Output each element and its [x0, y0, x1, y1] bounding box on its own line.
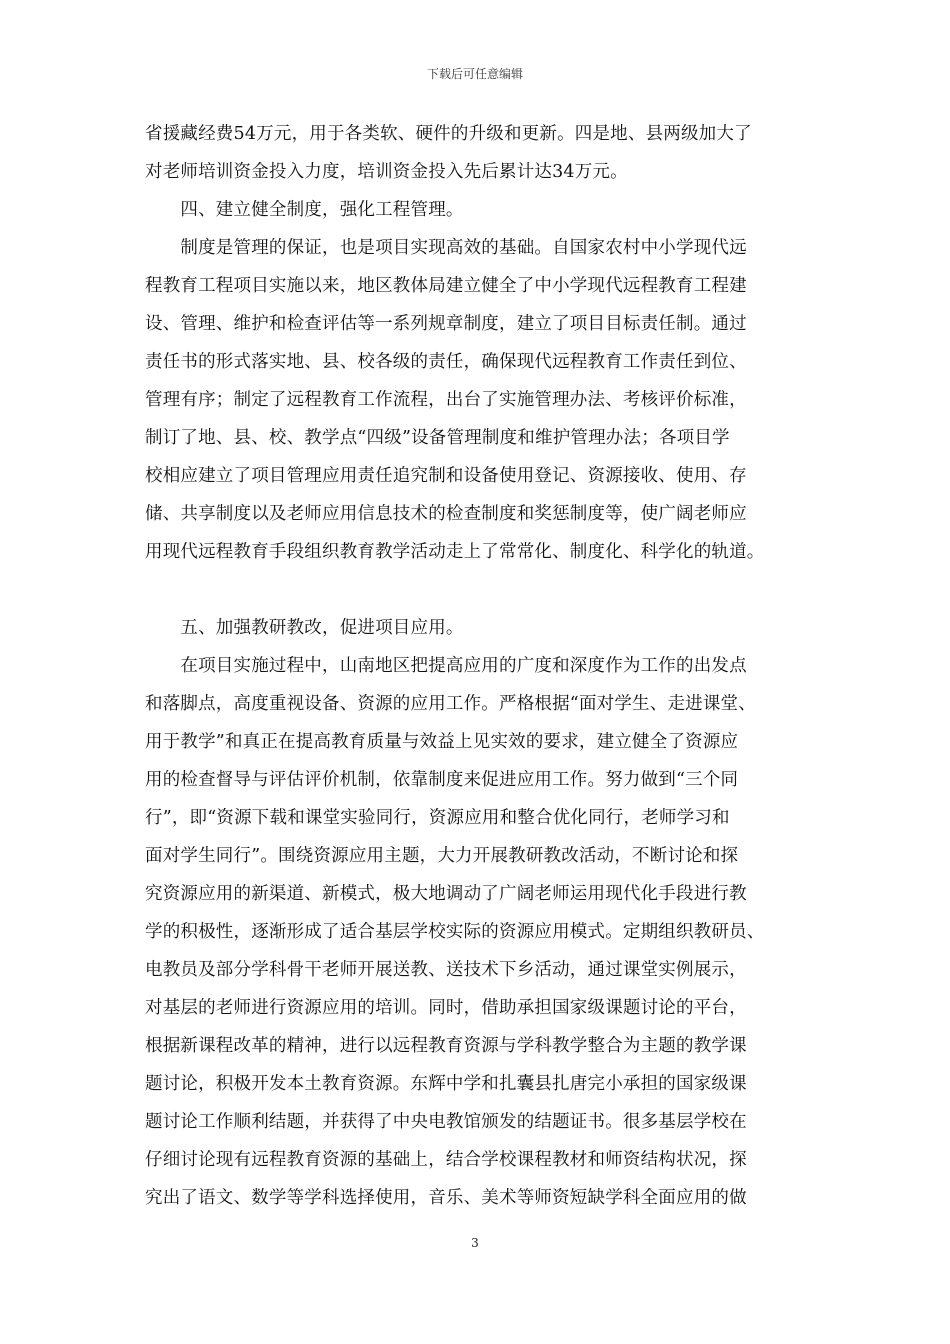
text-line: 制订了地、县、校、教学点“四级”设备管理制度和维护管理办法；各项目学	[145, 428, 730, 448]
text-line: 责任书的形式落实地、县、校各级的责任，确保现代远程教育工作责任到位、	[145, 352, 747, 372]
text-line: 省援藏经费54万元，用于各类软、硬件的升级和更新。四是地、县两级加大了	[145, 124, 752, 144]
text-line: 电教员及部分学科骨干老师开展送教、送技术下乡活动，通过课堂实例展示，	[145, 960, 747, 980]
text-line: 在项目实施过程中，山南地区把提高应用的广度和深度作为工作的出发点	[145, 656, 747, 676]
text-line: 面对学生同行”。围绕资源应用主题，大力开展教研教改活动，不断讨论和探	[145, 846, 739, 866]
text-line: 对老师培训资金投入力度，培训资金投入先后累计达34万元。	[145, 162, 628, 182]
text-line: 五、加强教研教改，促进项目应用。	[145, 618, 464, 638]
text-line: 管理有序；制定了远程教育工作流程，出台了实施管理办法、考核评价标准，	[145, 390, 747, 410]
text-line: 制度是管理的保证，也是项目实现高效的基础。自国家农村中小学现代远	[145, 238, 747, 258]
page-number: 3	[471, 1236, 479, 1250]
document-body	[145, 115, 805, 1217]
page-header: 下载后可任意编辑	[426, 67, 523, 81]
blank-line	[145, 571, 805, 609]
text-line: 四、建立健全制度，强化工程管理。	[145, 200, 464, 220]
text-line: 根据新课程改革的精神，进行以远程教育资源与学科教学整合为主题的教学课	[145, 1036, 747, 1056]
text-line: 仔细讨论现有远程教育资源的基础上，结合学校课程教材和师资结构状况，探	[145, 1150, 747, 1170]
text-line: 究出了语文、数学等学科选择使用，音乐、美术等师资短缺学科全面应用的做	[145, 1188, 747, 1208]
text-line: 题讨论，积极开发本土教育资源。东辉中学和扎囊县扎唐完小承担的国家级课	[145, 1074, 747, 1094]
text-line: 究资源应用的新渠道、新模式，极大地调动了广阔老师运用现代化手段进行教	[145, 884, 747, 904]
text-line: 用的检查督导与评估评价机制，依靠制度来促进应用工作。努力做到“三个同	[145, 770, 739, 790]
text-line: 程教育工程项目实施以来，地区教体局建立健全了中小学现代远程教育工程建	[145, 276, 747, 296]
text-line: 储、共享制度以及老师应用信息技术的检查制度和奖惩制度等，使广阔老师应	[145, 504, 747, 524]
text-line: 题讨论工作顺利结题，并获得了中央电教馆颁发的结题证书。很多基层学校在	[145, 1112, 747, 1132]
text-line: 用于教学”和真正在提高教育质量与效益上见实效的要求，建立健全了资源应	[145, 732, 739, 752]
text-line: 学的积极性，逐渐形成了适合基层学校实际的资源应用模式。定期组织教研员、	[145, 922, 765, 942]
text-line: 和落脚点，高度重视设备、资源的应用工作。严格根据“面对学生、走进课堂、	[145, 694, 756, 714]
text-line: 用现代远程教育手段组织教育教学活动走上了常常化、制度化、科学化的轨道。	[145, 542, 765, 562]
text-line: 行”，即“资源下载和课堂实验同行，资源应用和整合优化同行，老师学习和	[145, 808, 730, 828]
text-line: 设、管理、维护和检查评估等一系列规章制度，建立了项目目标责任制。通过	[145, 314, 747, 334]
text-line: 对基层的老师进行资源应用的培训。同时，借助承担国家级课题讨论的平台，	[145, 998, 747, 1018]
text-line: 校相应建立了项目管理应用责任追究制和设备使用登记、资源接收、使用、存	[145, 466, 747, 486]
